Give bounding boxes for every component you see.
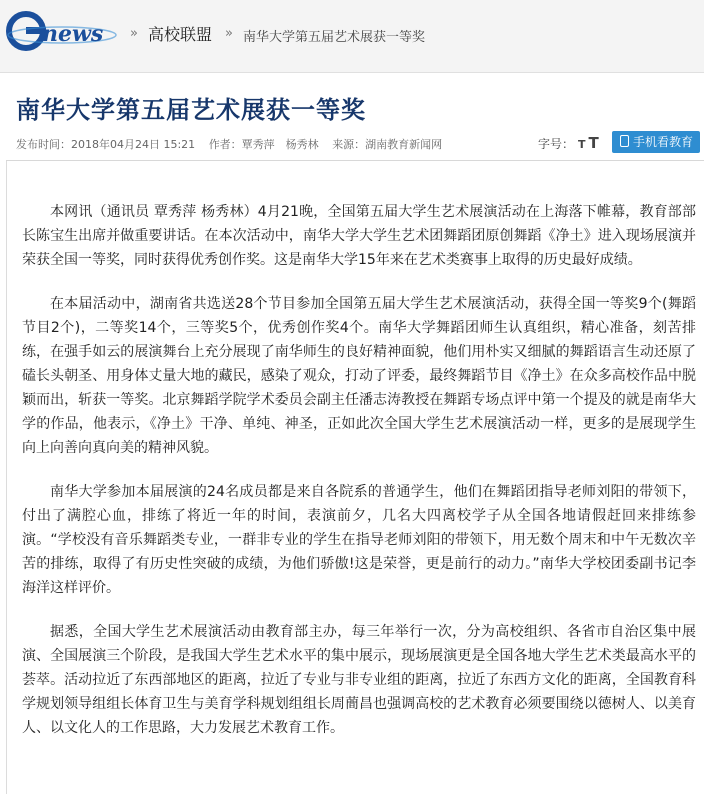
- mobile-view-button[interactable]: [612, 131, 700, 153]
- article-meta: [16, 136, 452, 152]
- article-paragraph: 据悉，全国大学生艺术展演活动由教育部主办，每三年举行一次，分为高校组织、各省市自治区集中展演、全国展演三个阶段，是我国大学生艺术水平的集中展示，现场展演更是全国各地大学生艺术类最高水平的荟萃。活动拉近了东西部地区的距离，拉近了专业与非专业组的距离，拉近了东西方文化的距离，全国教育科学规划领导组组长体育卫生与美育学科规划组组长周蕳昌也强调高校的艺术教育必须要围绕以德树人、以美育人、以文化人的工作思路，大力发展艺术教育工作。: [22, 624, 696, 736]
- content-left-border: [6, 161, 7, 794]
- breadcrumb-separator: »: [225, 26, 233, 41]
- article-paragraph: 在本届活动中，湖南省共选送28个节目参加全国第五届大学生艺术展演活动，获得全国一等奖9个(舞蹈节目2个)，二等奖14个，三等奖5个，优秀创作奖4个。南华大学舞蹈团师生认真组织，精心准备，刻苦排练，在强手如云的展演舞台上充分展现了南华师生的良好精神面貌，他们用朴实又细腻的舞蹈语言生动还原了磕长头朝圣、用身体丈量大地的藏民，感染了观众，打动了评委，最终舞蹈节目《净土》在众多高校作品中脱颖而出，斩获一等奖。北京舞蹈学院学术委员会副主任潘志涛教授在舞蹈专场点评中第一个提及的就是南华大学的作品，他表示，《净土》干净、单纯、神圣，正如此次全国大学生艺术展演活动一样，更多的是展现学生向上向善向真向美的精神风貌。: [22, 296, 696, 456]
- font-small-button[interactable]: T: [578, 138, 586, 151]
- mobile-button-label: 手机看教育: [633, 135, 694, 149]
- article-paragraph: 本网讯（通讯员 覃秀萍 杨秀林）4月21晚，全国第五届大学生艺术展演活动在上海落下帷幕，教育部部长陈宝生出席并做重要讲话。在本次活动中，南华大学大学生艺术团舞蹈团原创舞蹈《净土》进入现场展演并荣获全国一等奖，同时获得优秀创作奖。这是南华大学15年来在艺术类赛事上取得的历史最好成绩。: [22, 204, 696, 268]
- article-title: 南华大学第五届艺术展获一等奖: [16, 95, 366, 124]
- article-author: 作者：覃秀萍 杨秀林: [208, 138, 319, 151]
- site-logo[interactable]: [6, 10, 118, 52]
- phone-icon: [620, 135, 629, 147]
- article-source: 来源：湖南教育新闻网: [332, 138, 443, 151]
- logo-text: news: [42, 21, 104, 47]
- logo-graphic: [6, 10, 118, 52]
- breadcrumb-gaoxiao-lianmeng[interactable]: 高校联盟: [148, 25, 213, 44]
- breadcrumb-separator: »: [130, 26, 138, 41]
- header-divider: [6, 160, 704, 161]
- article-paragraph: 南华大学参加本届展演的24名成员都是来自各院系的普通学生，他们在舞蹈团指导老师刘阳的带领下，付出了满腔心血，排练了将近一年的时间，表演前夕，几名大四离校学子从全国各地请假赶回来排练参演。“学校没有音乐舞蹈类专业，一群非专业的学生在指导老师刘阳的带领下，用无数个周末和中午无数次辛苦的排练，取得了有历史性突破的成绩，为他们骄傲!这是荣誉，更是前行的动力。”南华大学校团委副书记李海洋这样评价。: [22, 484, 696, 596]
- site-header: [0, 0, 704, 73]
- font-size-control: [538, 134, 599, 152]
- publish-time: 发布时间：2018年04月24日 15:21: [16, 138, 196, 151]
- font-large-button[interactable]: T: [588, 134, 599, 152]
- article-body: [22, 200, 696, 760]
- breadcrumb-current: 南华大学第五届艺术展获一等奖: [243, 30, 426, 45]
- font-size-label: 字号：: [538, 137, 575, 151]
